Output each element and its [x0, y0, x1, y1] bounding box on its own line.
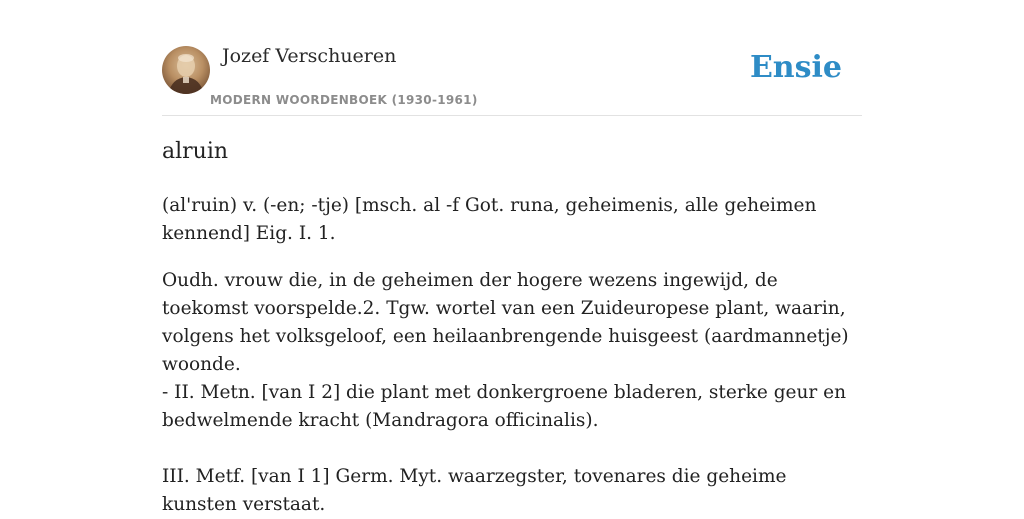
entry-etymology: (al'ruin) v. (-en; -tje) [msch. al -f Got. runa, geheimenis, alle geheimen kennend] Eig. I. 1.: [162, 195, 817, 244]
source-label[interactable]: MODERN WOORDENBOEK (1930-1961): [210, 93, 478, 107]
author-portrait-icon: [162, 46, 210, 94]
brand-logo[interactable]: Ensie: [749, 50, 842, 85]
entry-definition: Oudh. vrouw die, in de geheimen der hogere wezens ingewijd, de toekomst voorspelde.2. Tgw. wortel van een Zuideuropese plant, waarin, volgens het volksgeloof, een heilaanbrengende huisgeest (aardmannetje) woonde. - II. Metn. [van I 2] die plant met donkergroene bladeren, sterke geur en bedwelmende kracht (Mandragora officinalis). III. Metf. [van I 1] Germ. Myt. waarzegster, tovenares die geheime kunsten verstaat.: [162, 270, 849, 515]
entry-title: alruin: [162, 139, 229, 164]
entry-card: [162, 0, 862, 515]
author-name[interactable]: Jozef Verschueren: [222, 45, 397, 67]
author-avatar[interactable]: [162, 46, 210, 94]
entry-header: [162, 0, 862, 116]
